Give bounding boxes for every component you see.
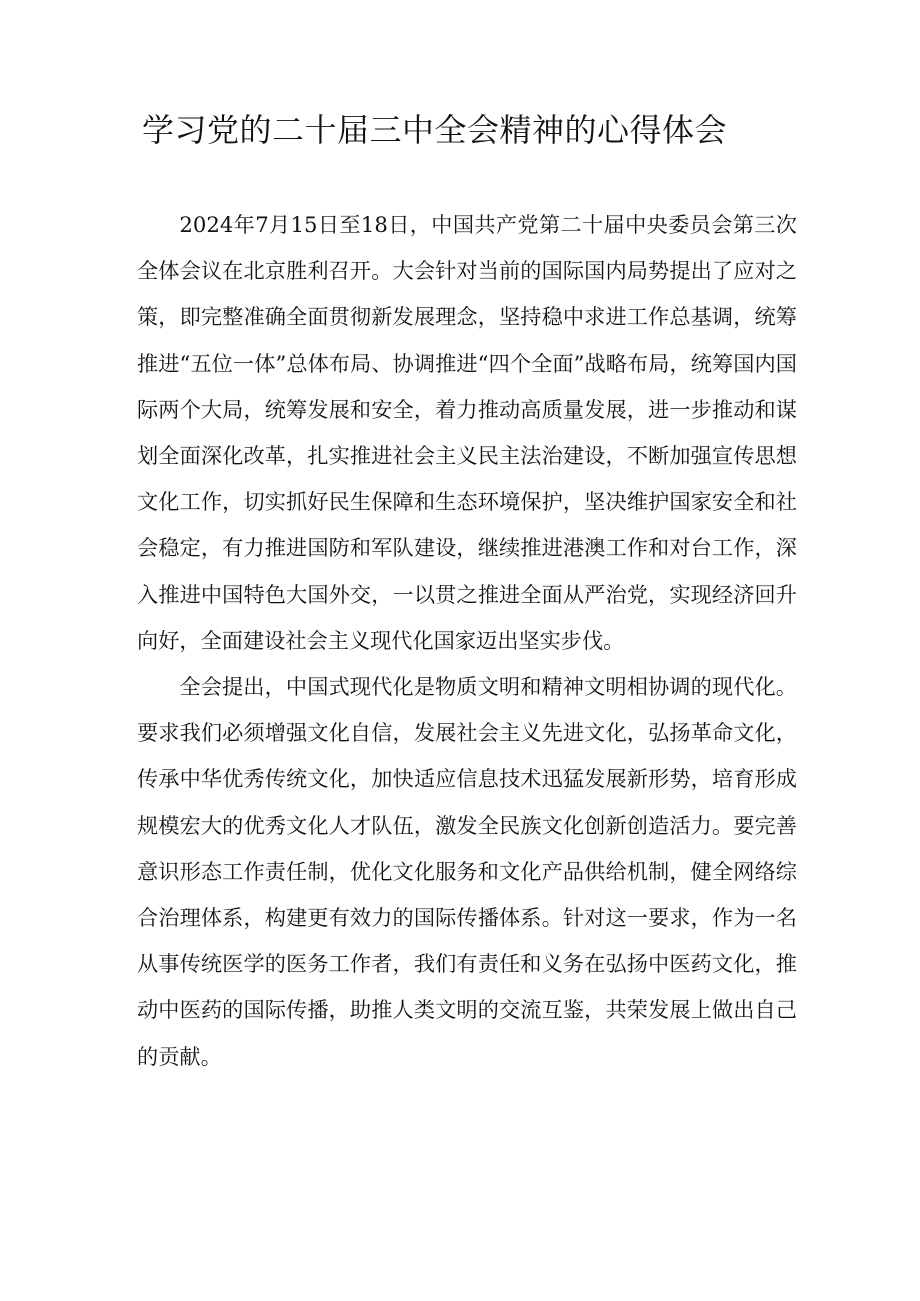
document-title: 学习党的二十届三中全会精神的心得体会 [142,111,728,149]
paragraph-1: 2024年7月15日至18日，中国共产党第二十届中央委员会第三次全体会议在北京胜利召开。大会针对当前的国际国内局势提出了应对之策，即完整准确全面贯彻新发展理念，坚持稳中求进工作总基调，统筹推进“五位一体”总体布局、协调推进“四个全面”战略布局，统筹国内国际两个大局，统筹发展和安全，着力推动高质量发展，进一步推动和谋划全面深化改革，扎实推进社会主义民主法治建设，不断加强宣传思想文化工作，切实抓好民生保障和生态环境保护，坚决维护国家安全和社会稳定，有力推进国防和军队建设，继续推进港澳工作和对台工作，深入推进中国特色大国外交，一以贯之推进全面从严治党，实现经济回升向好，全面建设社会主义现代化国家迈出坚实步伐。 [137,212,797,653]
paragraph-2: 全会提出，中国式现代化是物质文明和精神文明相协调的现代化。要求我们必须增强文化自信，发展社会主义先进文化，弘扬革命文化，传承中华优秀传统文化，加快适应信息技术迅猛发展新形势，培育形成规模宏大的优秀文化人才队伍，激发全民族文化创新创造活力。要完善意识形态工作责任制，优化文化服务和文化产品供给机制，健全网络综合治理体系，构建更有效力的国际传播体系。针对这一要求，作为一名从事传统医学的医务工作者，我们有责任和义务在弘扬中医药文化，推动中医药的国际传播，助推人类文明的交流互鉴，共荣发展上做出自己的贡献。 [137,674,797,1069]
document-body [137,202,797,1080]
